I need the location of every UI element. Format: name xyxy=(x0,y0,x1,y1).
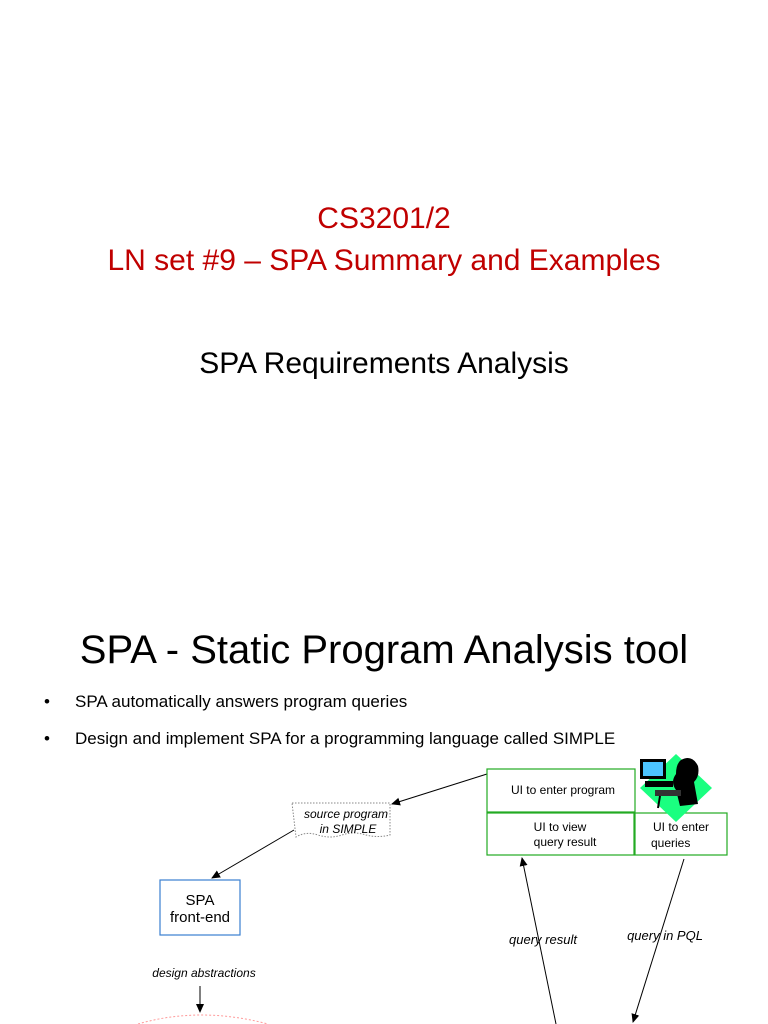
spa-frontend-label: SPA xyxy=(185,892,215,909)
source-program-label: source program xyxy=(303,807,389,821)
source-program-label: in SIMPLE xyxy=(319,822,377,836)
ui-view-result-label: query result xyxy=(533,835,597,849)
lecture-notes-title: LN set #9 – SPA Summary and Examples xyxy=(107,244,661,277)
user-computer-icon xyxy=(640,754,712,822)
bullet-text: SPA automatically answers program queries xyxy=(75,692,408,711)
ui-enter-queries-label: queries xyxy=(651,836,691,850)
spa-frontend-label: front-end xyxy=(169,909,231,926)
query-result-label: query result xyxy=(509,932,577,947)
spa-overview-slide xyxy=(0,576,768,1024)
bullet-text: Design and implement SPA for a programming language called SIMPLE xyxy=(75,729,616,748)
bullet-dot: • xyxy=(44,692,50,711)
pkb-ellipse-edge xyxy=(138,1015,268,1024)
enter-program-arrow xyxy=(392,774,487,804)
source-to-frontend-arrow xyxy=(212,830,294,878)
bullet-dot: • xyxy=(44,729,50,748)
ui-enter-queries-label: UI to enter xyxy=(652,820,710,834)
query-pql-label: query in PQL xyxy=(627,928,703,943)
slide-title: SPA - Static Program Analysis tool xyxy=(79,628,689,672)
course-code: CS3201/2 xyxy=(317,202,451,235)
ui-view-result-label: UI to view xyxy=(533,820,587,834)
source-program-document xyxy=(292,803,390,837)
spa-architecture-diagram xyxy=(0,576,768,1024)
slide-subtitle: SPA Requirements Analysis xyxy=(199,347,569,380)
ui-enter-program-label: UI to enter program xyxy=(510,783,616,797)
design-abstractions-label: design abstractions xyxy=(152,966,256,980)
